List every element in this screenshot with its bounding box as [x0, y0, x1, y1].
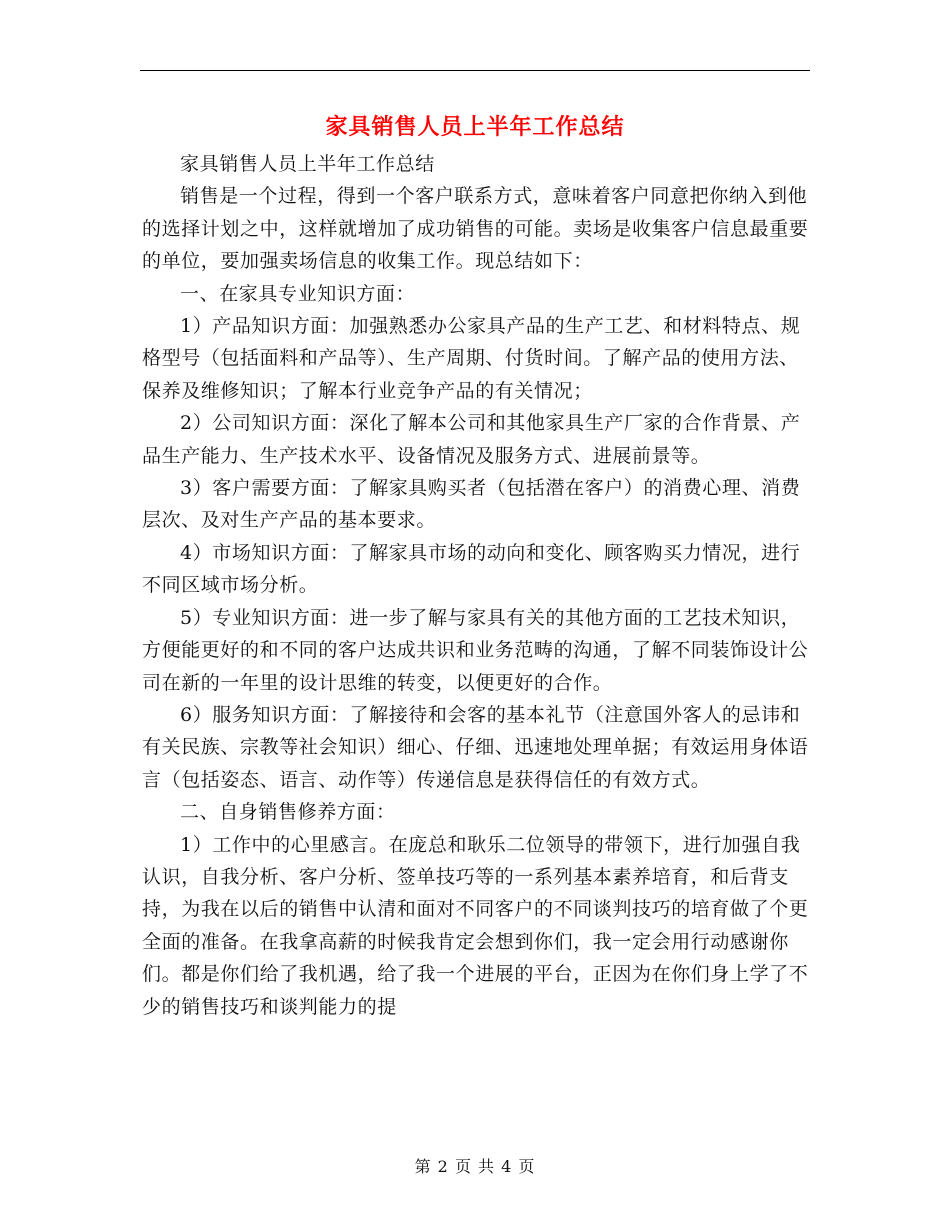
document-title: 家具销售人员上半年工作总结	[325, 114, 625, 140]
paragraph-subtitle: 家具销售人员上半年工作总结	[180, 153, 435, 175]
paragraph-service-knowledge: 6）服务知识方面：了解接待和会客的基本礼节（注意国外客人的忌讳和有关民族、宗教等社会知识）细心、仔细、迅速地处理单据；有效运用身体语言（包括姿态、语言、动作等）传递信息是获得信任的有效方式。	[142, 703, 809, 791]
paragraph-company-knowledge: 2）公司知识方面：深化了解本公司和其他家具生产厂家的合作背景、产品生产能力、生产技术水平、设备情况及服务方式、进展前景等。	[142, 412, 801, 467]
section-heading-knowledge: 一、在家具专业知识方面：	[180, 282, 416, 305]
paragraph-intro: 销售是一个过程，得到一个客户联系方式，意味着客户同意把你纳入到他的选择计划之中，这样就增加了成功销售的可能。卖场是收集客户信息最重要的单位，要加强卖场信息的收集工作。现总结如下：	[142, 185, 809, 273]
paragraph-professional-knowledge: 5）专业知识方面：进一步了解与家具有关的其他方面的工艺技术知识，方便能更好的和不同的客户达成共识和业务范畴的沟通，了解不同装饰设计公司在新的一年里的设计思维的转变，以便更好的合作。	[142, 606, 809, 694]
paragraph-product-knowledge: 1）产品知识方面：加强熟悉办公家具产品的生产工艺、和材料特点、规格型号（包括面料和产品等）、生产周期、付货时间。了解产品的使用方法、保养及维修知识；了解本行业竞争产品的有关情况；	[142, 315, 801, 402]
paragraph-work-reflection: 1）工作中的心里感言。在庞总和耿乐二位领导的带领下，进行加强自我认识，自我分析、客户分析、签单技巧等的一系列基本素养培育，和后背支持，为我在以后的销售中认清和面对不同客户的不同谈判技巧的培育做了个更全面的准备。在我拿高薪的时候我肯定会想到你们，我一定会用行动感谢你们。都是你们给了我机遇，给了我一个进展的平台，正因为在你们身上学了不少的销售技巧和谈判能力的提	[142, 833, 809, 1018]
header-rule	[140, 70, 810, 71]
page-number-footer: 第 2 页 共 4 页	[414, 1157, 536, 1176]
paragraph-market-knowledge: 4）市场知识方面：了解家具市场的动向和变化、顾客购买力情况，进行不同区域市场分析。	[142, 541, 801, 597]
document-body	[142, 148, 814, 1023]
section-heading-self-cultivation: 二、自身销售修养方面：	[180, 801, 396, 824]
paragraph-customer-needs: 3）客户需要方面：了解家具购买者（包括潜在客户）的消费心理、消费层次、及对生产产品的基本要求。	[142, 477, 801, 532]
